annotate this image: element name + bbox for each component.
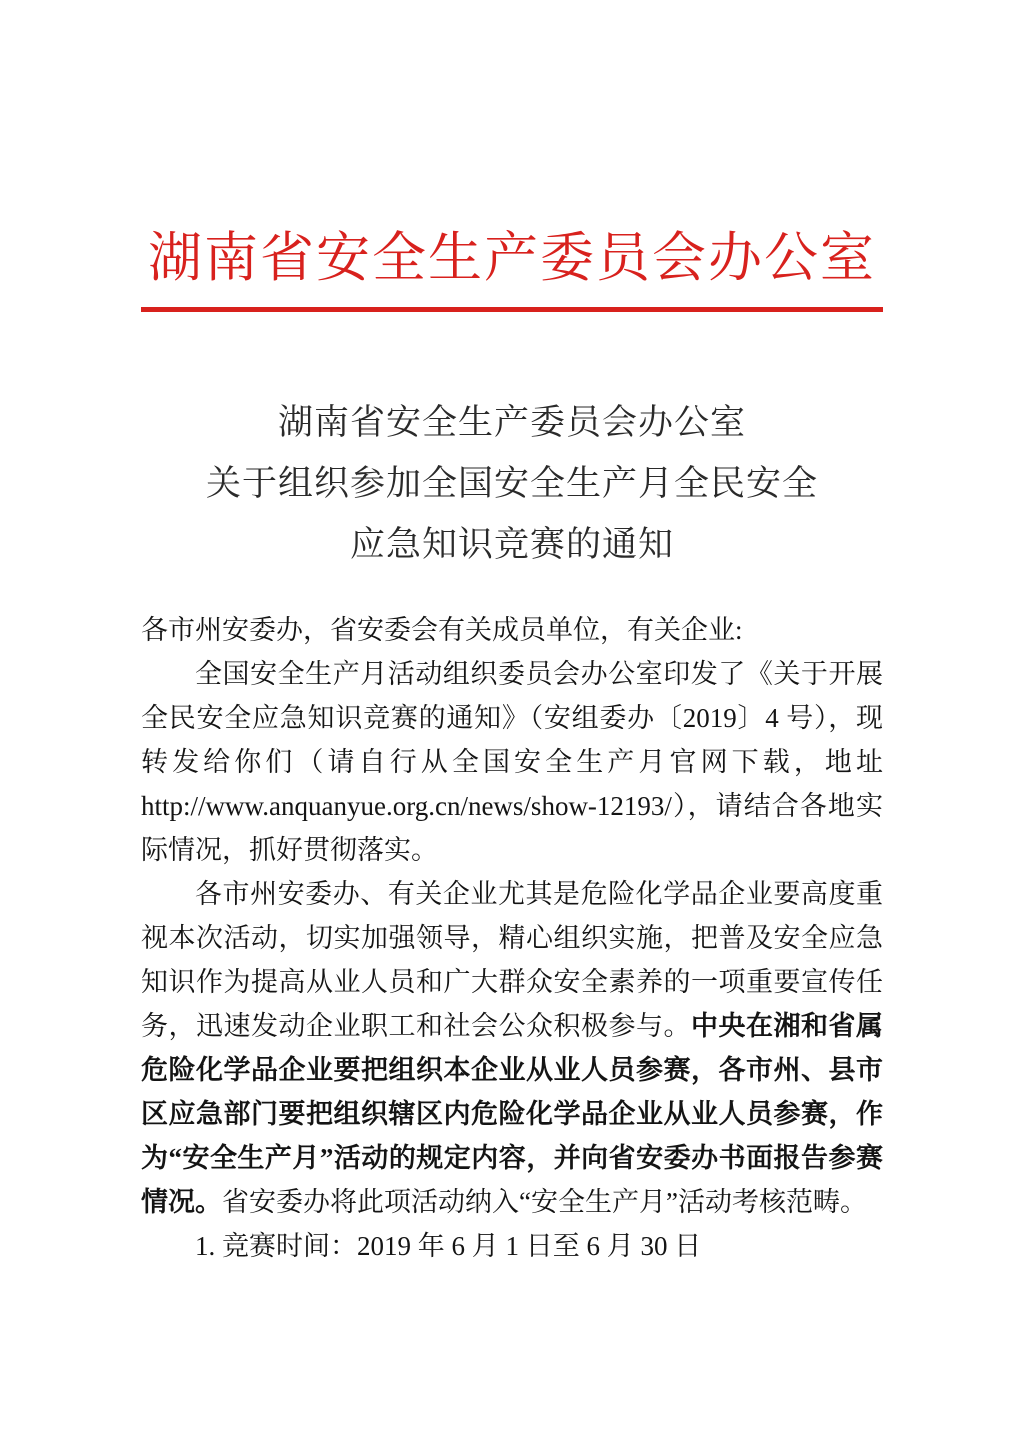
salutation-line: 各市州安委办，省安委会有关成员单位，有关企业:	[141, 615, 743, 645]
paragraph-1	[141, 652, 883, 872]
document-title-line-2: 关于组织参加全国安全生产月全民安全	[205, 464, 818, 503]
url-text: http://www.anquanyue.org.cn/news/show-12193/	[141, 791, 672, 821]
paragraph-2-bold-requirement: 中央在湘和省属危险化学品企业要把组织本企业从业人员参赛，各市州、县市区应急部门要把组织辖区内危险化学品企业从业人员参赛，作为“安全生产月”活动的规定内容，并向省安委办书面报告参赛情况。	[141, 1011, 883, 1217]
paragraph-1-text-after-url: ），请结合各地实际情况，抓好贯彻落实。	[141, 791, 883, 865]
letterhead-title: 湖南省安全生产委员会办公室	[148, 228, 876, 288]
document-title-line-1: 湖南省安全生产委员会办公室	[277, 403, 746, 442]
paragraph-2-normal-end: 省安委办将此项活动纳入“安全生产月”活动考核范畴。	[222, 1187, 867, 1217]
paragraph-2	[141, 872, 883, 1224]
paragraph-1-text-before-url: 全国安全生产月活动组织委员会办公室印发了《关于开展全民安全应急知识竞赛的通知》（安组委办〔2019〕4 号），现转发给你们（请自行从全国安全生产月官网下载，地址	[141, 659, 883, 777]
document-body	[141, 608, 883, 1268]
document-title	[141, 392, 883, 575]
document-title-line-3: 应急知识竞赛的通知	[349, 525, 674, 564]
paragraph-2-normal-start: 各市州安委办、有关企业尤其是危险化学品企业要高度重视本次活动，切实加强领导，精心组织实施，把普及安全应急知识作为提高从业人员和广大群众安全素养的一项重要宣传任务，迅速发动企业职工和社会公众积极参与。	[141, 879, 883, 1041]
letterhead-divider-rule	[141, 307, 883, 312]
list-item-competition-time: 1. 竞赛时间：2019 年 6 月 1 日至 6 月 30 日	[195, 1231, 702, 1261]
